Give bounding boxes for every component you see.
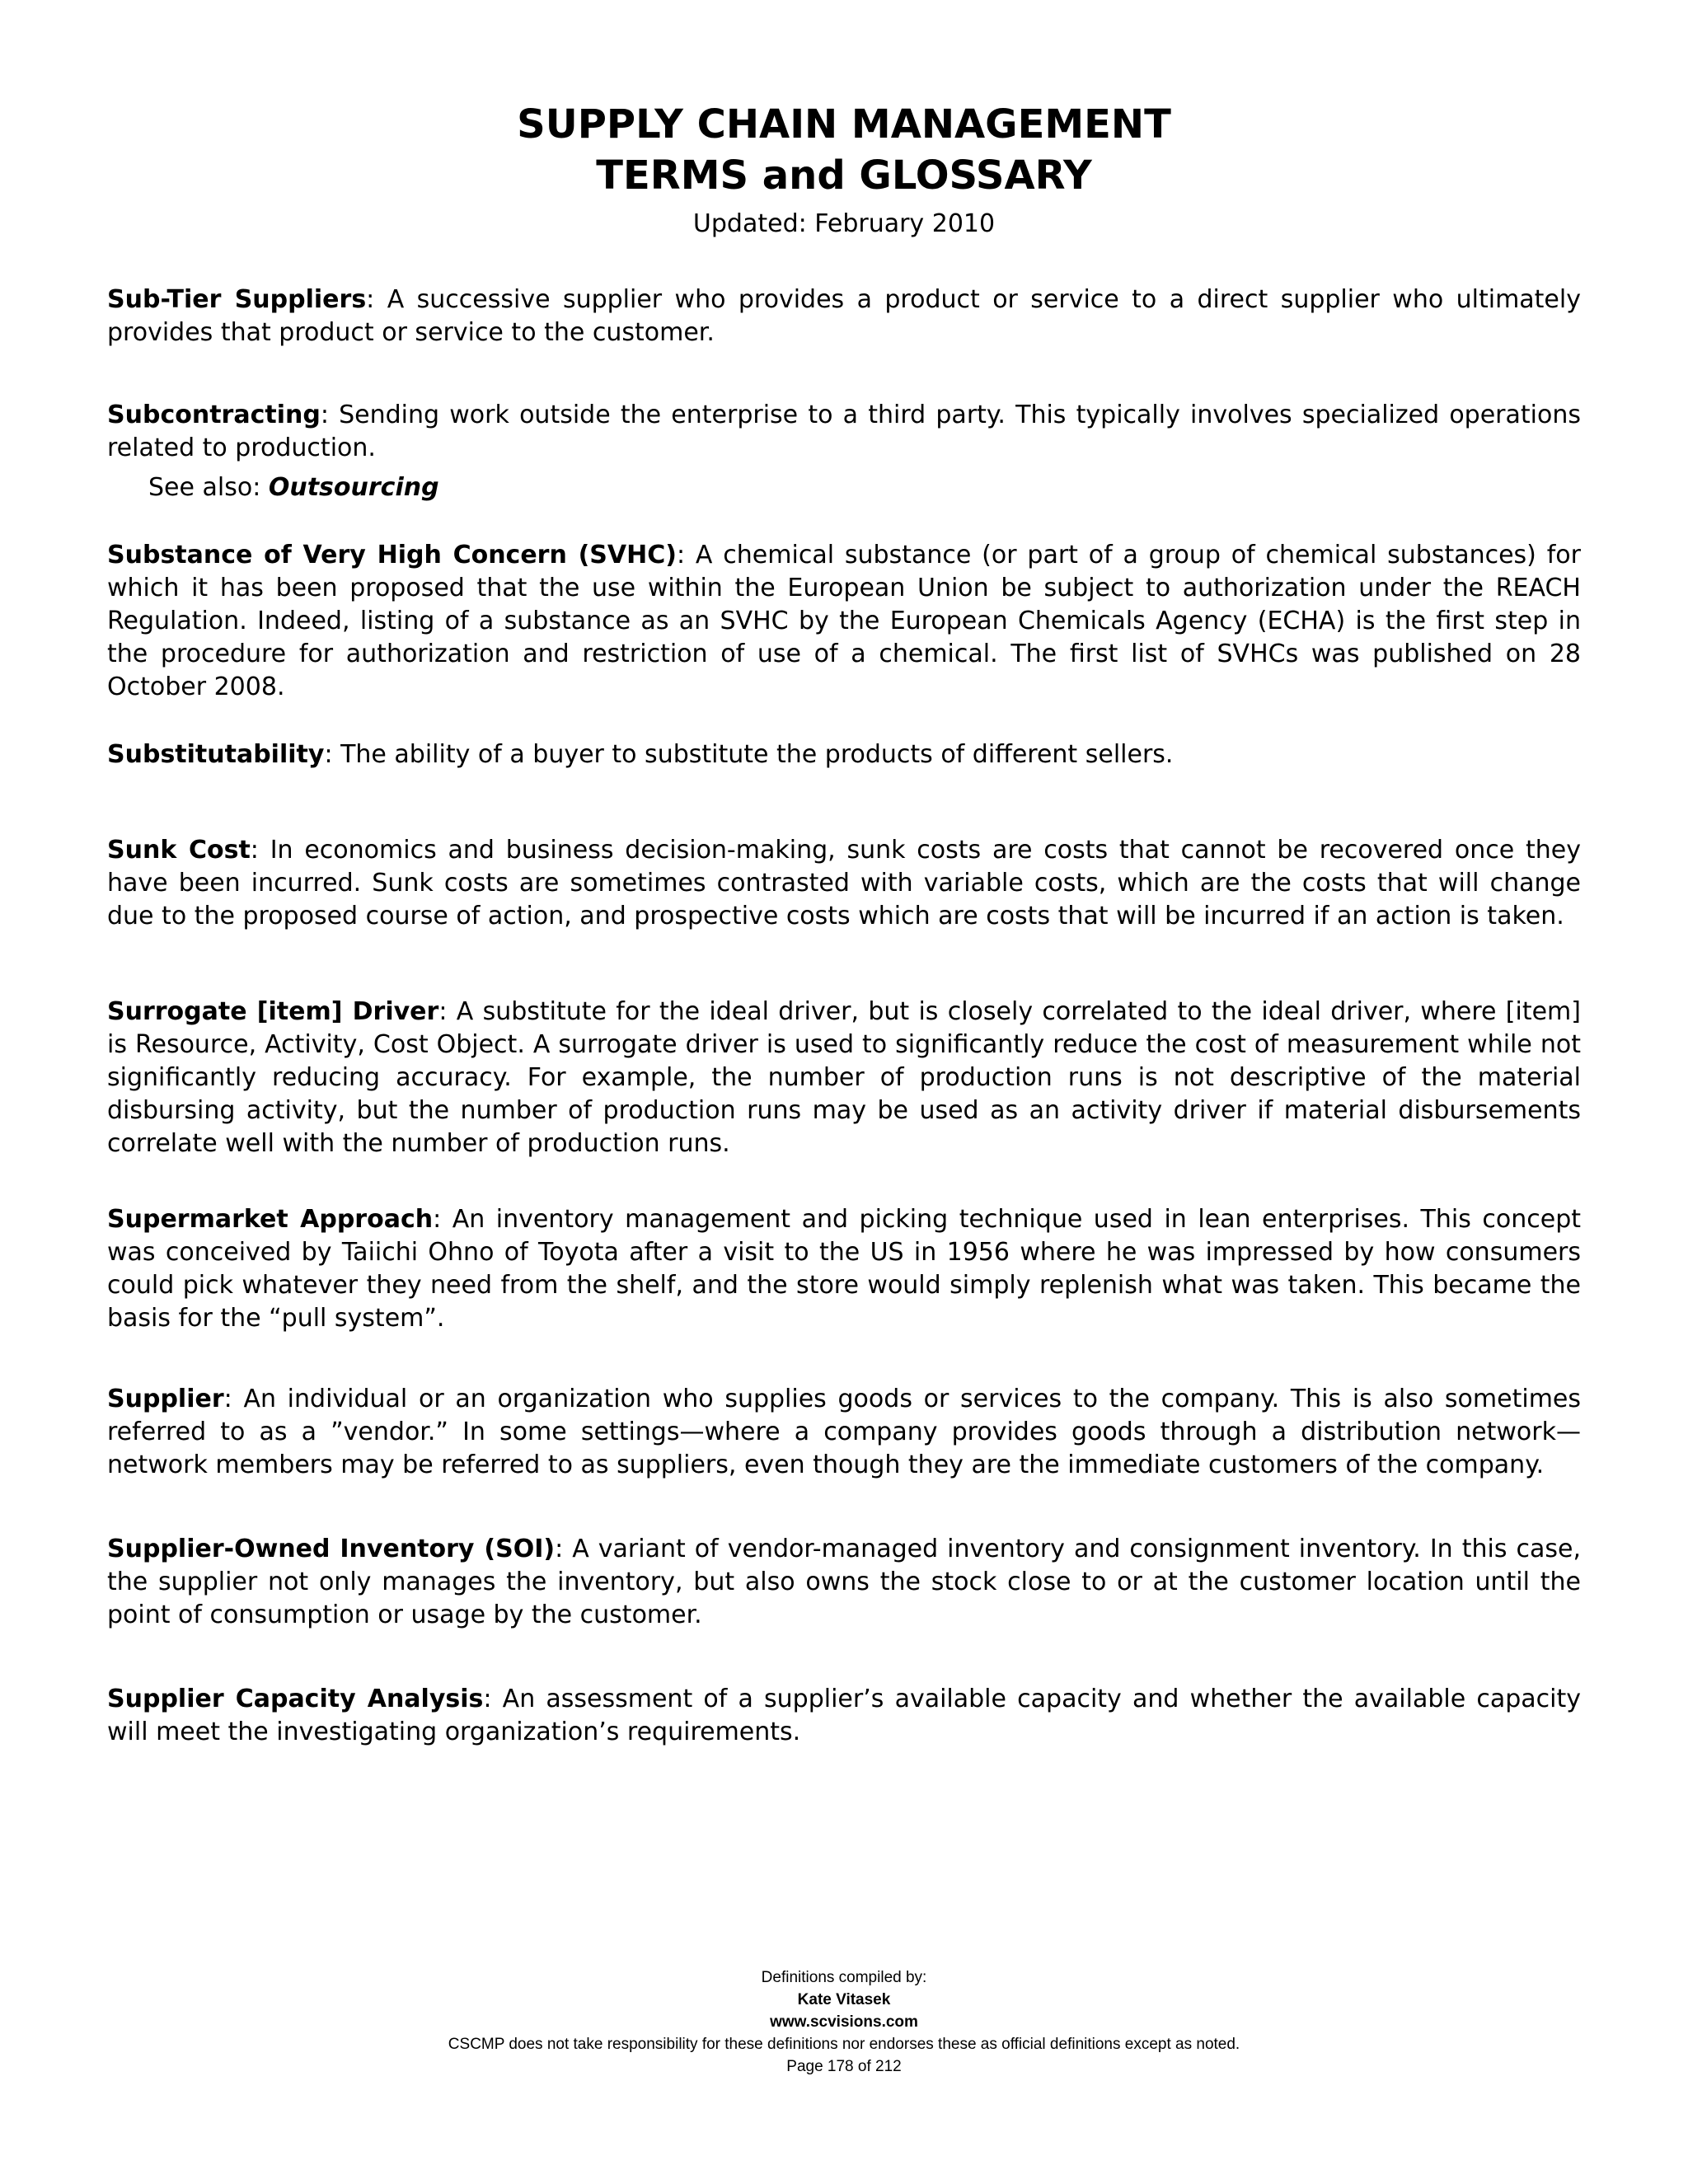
term: Substitutability [107, 740, 325, 769]
term: Supplier Capacity Analysis [107, 1685, 484, 1713]
term: Supermarket Approach [107, 1205, 434, 1234]
term: Sunk Cost [107, 836, 251, 865]
definition: : The ability of a buyer to substitute the products of different sellers. [324, 740, 1174, 769]
definition: : Sending work outside the enterprise to a third party. This typically involves specialized operations related to production. [107, 401, 1581, 462]
term: Surrogate [item] Driver [107, 997, 439, 1026]
definition: : A substitute for the ideal driver, but is closely correlated to the ideal driver, where [item] is Resource, Activity, Cost Object. A surrogate driver is used to significantly reduce the cost of measurement while not significantly reducing accuracy. For example, the number of production runs is not descriptive of the material disbursing activity, but the number of production runs may be used as an activity driver if material disbursements correlate well with the number of production runs. [107, 997, 1581, 1158]
term: Subcontracting [107, 401, 321, 429]
title-line-1: SUPPLY CHAIN MANAGEMENT [517, 101, 1171, 148]
glossary-entry-supplier-owned-inventory [107, 1533, 1581, 1632]
definition: : In economics and business decision-making, sunk costs are costs that cannot be recovered once they have been incurred. Sunk costs are sometimes contrasted with variable costs, which are the costs that will change due to the proposed course of action, and prospective costs which are costs that will be incurred if an action is taken. [107, 836, 1581, 930]
term: Sub-Tier Suppliers [107, 285, 367, 314]
definition: : A chemical substance (or part of a group of chemical substances) for which it has been proposed that the use within the European Union be subject to authorization under the REACH Regulation. Indeed, listing of a substance as an SVHC by the European Chemicals Agency (ECHA) is the first step in the procedure for authorization and restriction of use of a chemical. The first list of SVHCs was published on 28 October 2008. [107, 541, 1581, 701]
glossary-entry-subcontracting [107, 399, 1581, 465]
definition: : A variant of vendor-managed inventory and consignment inventory. In this case, the supplier not only manages the inventory, but also owns the stock close to or at the customer location until the point of consumption or usage by the customer. [107, 1535, 1581, 1629]
glossary-content [107, 284, 1581, 1749]
footer-author: Kate Vitasek [797, 1991, 891, 2008]
see-also-link[interactable]: Outsourcing [268, 473, 439, 502]
see-also [148, 471, 1581, 504]
document-header [0, 99, 1688, 241]
glossary-entry-sub-tier-suppliers [107, 284, 1581, 349]
glossary-entry-supermarket-approach [107, 1203, 1581, 1335]
definition: : A successive supplier who provides a product or service to a direct supplier who ultimately provides that product or service to the customer. [107, 285, 1581, 347]
glossary-entry-sunk-cost [107, 834, 1581, 933]
glossary-entry-svhc [107, 539, 1581, 704]
glossary-entry-surrogate-driver [107, 996, 1581, 1160]
glossary-entry-substitutability [107, 738, 1581, 771]
footer-website[interactable]: www.scvisions.com [770, 2013, 918, 2031]
footer-disclaimer: CSCMP does not take responsibility for these definitions nor endorses these as official definitions except as noted. [448, 2036, 1240, 2053]
term: Supplier [107, 1385, 224, 1413]
title-line-2: TERMS and GLOSSARY [596, 152, 1092, 199]
term: Supplier-Owned Inventory (SOI) [107, 1535, 556, 1563]
definition: : An assessment of a supplier’s available capacity and whether the available capacity will meet the investigating organization’s requirements. [107, 1685, 1581, 1746]
glossary-entry-supplier-capacity-analysis [107, 1683, 1581, 1749]
updated-date: Updated: February 2010 [692, 209, 996, 238]
footer-compiled-by: Definitions compiled by: [761, 1969, 927, 1986]
definition: : An inventory management and picking technique used in lean enterprises. This concept was conceived by Taiichi Ohno of Toyota after a visit to the US in 1956 where he was impressed by how consumers could pick whatever they need from the shelf, and the store would simply replenish what was taken. This became the basis for the “pull system”. [107, 1205, 1581, 1333]
term: Substance of Very High Concern (SVHC) [107, 541, 677, 569]
see-also-label: See also: [148, 473, 269, 502]
definition: : An individual or an organization who supplies goods or services to the company. This is also sometimes referred to as a ”vendor.” In some settings—where a company provides goods through a distribution network—network members may be referred to as suppliers, even though they are the immediate customers of the company. [107, 1385, 1581, 1479]
glossary-entry-supplier [107, 1383, 1581, 1482]
footer-page-number: Page 178 of 212 [786, 2058, 902, 2075]
page-footer [0, 1966, 1688, 2078]
